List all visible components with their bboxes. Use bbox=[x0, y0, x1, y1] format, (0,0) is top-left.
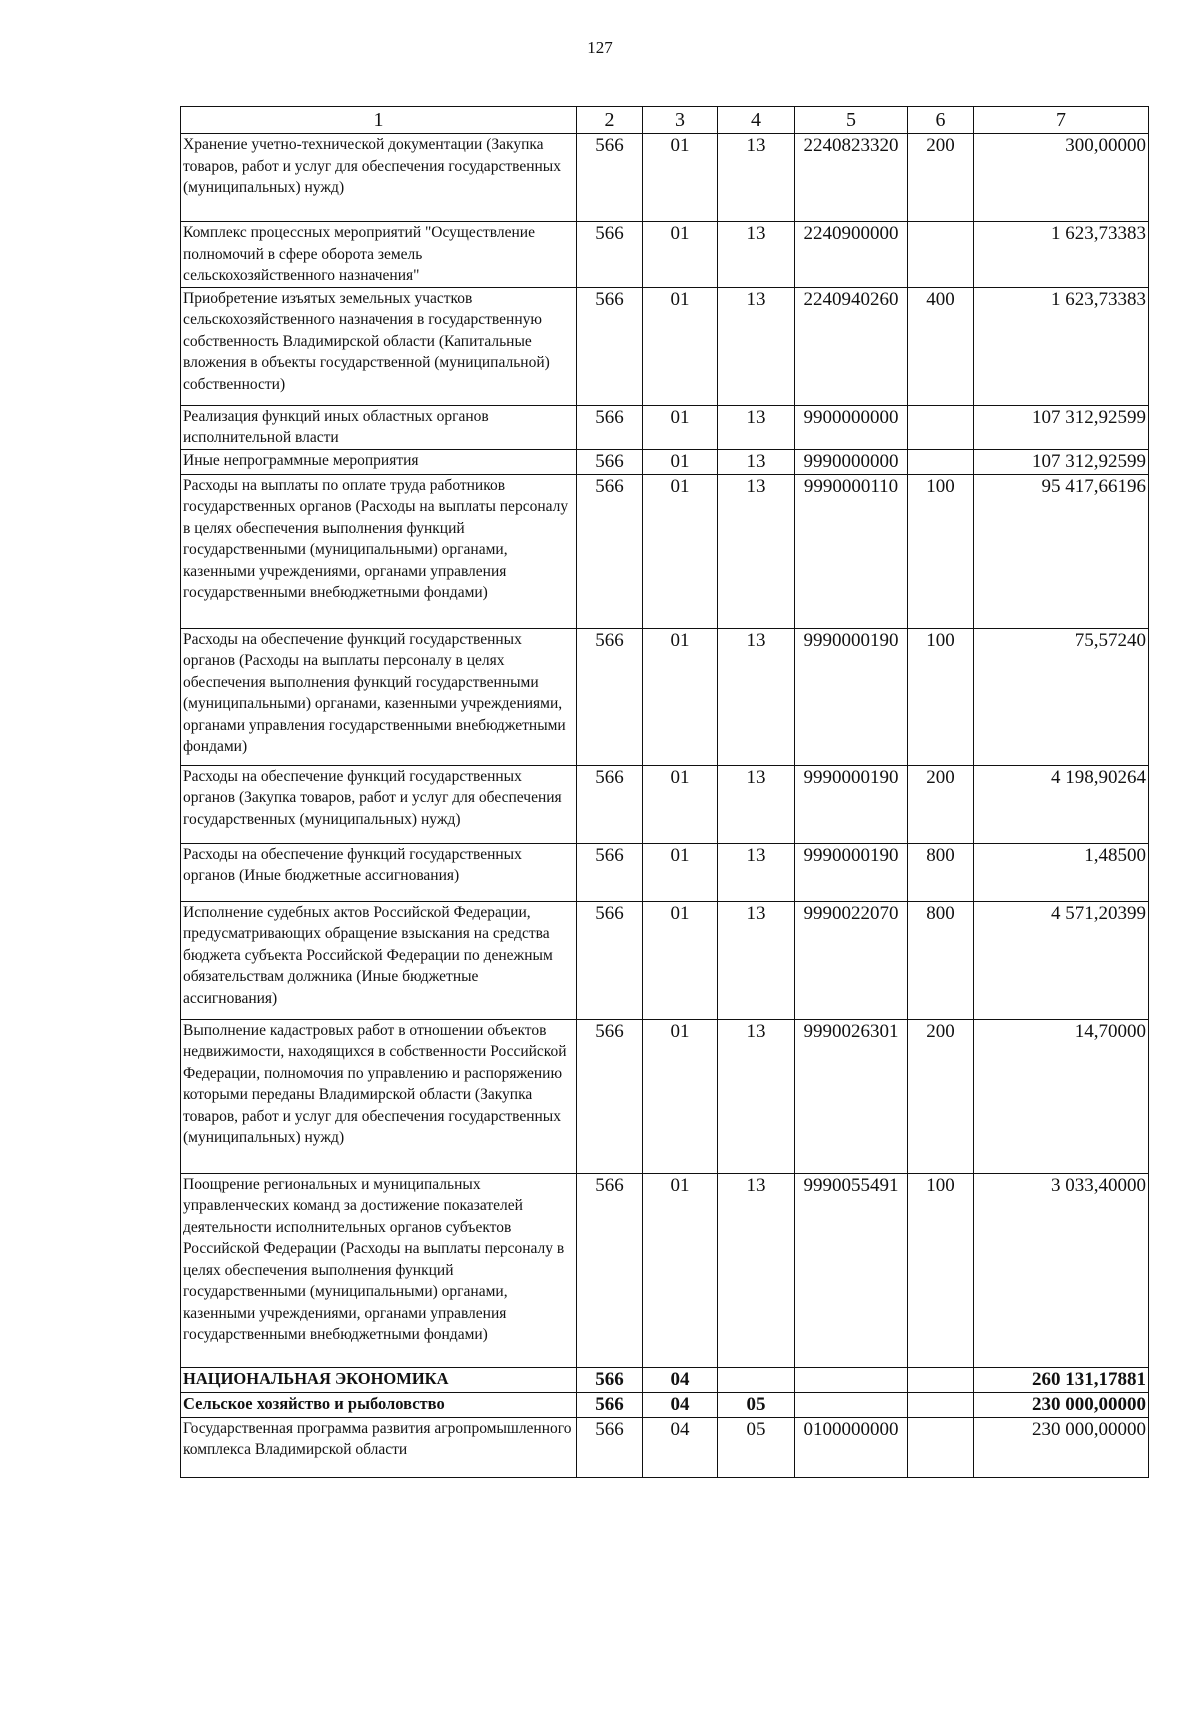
row-section-code: 01 bbox=[643, 134, 718, 222]
row-description: Расходы на обеспечение функций государственных органов (Расходы на выплаты персоналу в целях обеспечения выполнения функций государственными (муниципальными) органами, казенными учреждениями, органами управления государственными внебюджетными фондами) bbox=[181, 628, 577, 765]
table-body bbox=[181, 134, 1149, 1478]
row-expense-type: 400 bbox=[908, 287, 974, 405]
column-header: 7 bbox=[974, 107, 1149, 134]
row-target-article: 9990000110 bbox=[795, 474, 908, 628]
row-description: Расходы на обеспечение функций государственных органов (Иные бюджетные ассигнования) bbox=[181, 843, 577, 901]
row-amount: 1,48500 bbox=[974, 843, 1149, 901]
row-target-article: 2240940260 bbox=[795, 287, 908, 405]
row-subsection-code: 13 bbox=[718, 628, 795, 765]
row-section-code: 01 bbox=[643, 765, 718, 843]
row-subsection-code: 13 bbox=[718, 1019, 795, 1173]
table-row bbox=[181, 134, 1149, 222]
row-amount: 107 312,92599 bbox=[974, 405, 1149, 449]
row-target-article: 9990026301 bbox=[795, 1019, 908, 1173]
row-expense-type: 200 bbox=[908, 134, 974, 222]
row-description: Приобретение изъятых земельных участков сельскохозяйственного назначения в государственную собственность Владимирской области (Капитальные вложения в объекты государственной (муниципальной) собственности) bbox=[181, 287, 577, 405]
column-header: 2 bbox=[577, 107, 643, 134]
row-target-article: 9990000190 bbox=[795, 628, 908, 765]
table-row bbox=[181, 287, 1149, 405]
row-section-code: 01 bbox=[643, 449, 718, 474]
table-row bbox=[181, 628, 1149, 765]
row-subsection-code: 13 bbox=[718, 765, 795, 843]
row-section-code: 01 bbox=[643, 405, 718, 449]
row-subsection-code: 13 bbox=[718, 449, 795, 474]
row-section-code: 01 bbox=[643, 287, 718, 405]
row-description: Поощрение региональных и муниципальных управленческих команд за достижение показателей деятельности исполнительных органов субъектов Российской Федерации (Расходы на выплаты персоналу в целях обеспечения выполнения функций государственными (муниципальными) органами, казенными учреждениями, органами управления государственными внебюджетными фондами) bbox=[181, 1173, 577, 1367]
row-subsection-code: 13 bbox=[718, 843, 795, 901]
row-expense-type: 100 bbox=[908, 1173, 974, 1367]
row-expense-type bbox=[908, 1392, 974, 1417]
table-row bbox=[181, 1367, 1149, 1392]
row-ministry-code: 566 bbox=[577, 449, 643, 474]
column-header: 3 bbox=[643, 107, 718, 134]
row-subsection-code: 05 bbox=[718, 1392, 795, 1417]
row-amount: 3 033,40000 bbox=[974, 1173, 1149, 1367]
row-amount: 107 312,92599 bbox=[974, 449, 1149, 474]
row-ministry-code: 566 bbox=[577, 1367, 643, 1392]
row-description: Сельское хозяйство и рыболовство bbox=[181, 1392, 577, 1417]
row-target-article: 9990000190 bbox=[795, 765, 908, 843]
row-target-article: 9990000190 bbox=[795, 843, 908, 901]
table-row bbox=[181, 474, 1149, 628]
row-target-article: 9990055491 bbox=[795, 1173, 908, 1367]
table-row bbox=[181, 1019, 1149, 1173]
row-subsection-code: 13 bbox=[718, 901, 795, 1019]
row-section-code: 04 bbox=[643, 1392, 718, 1417]
table-row bbox=[181, 449, 1149, 474]
row-ministry-code: 566 bbox=[577, 628, 643, 765]
row-subsection-code: 13 bbox=[718, 405, 795, 449]
row-ministry-code: 566 bbox=[577, 901, 643, 1019]
row-amount: 260 131,17881 bbox=[974, 1367, 1149, 1392]
row-expense-type: 100 bbox=[908, 628, 974, 765]
row-amount: 1 623,73383 bbox=[974, 287, 1149, 405]
table-row bbox=[181, 1417, 1149, 1477]
table-row bbox=[181, 901, 1149, 1019]
row-target-article bbox=[795, 1367, 908, 1392]
row-ministry-code: 566 bbox=[577, 134, 643, 222]
table-row bbox=[181, 1173, 1149, 1367]
row-expense-type: 200 bbox=[908, 765, 974, 843]
row-section-code: 01 bbox=[643, 474, 718, 628]
row-ministry-code: 566 bbox=[577, 1173, 643, 1367]
row-description: Комплекс процессных мероприятий "Осуществление полномочий в сфере оборота земель сельскохозяйственного назначения" bbox=[181, 222, 577, 288]
row-subsection-code: 13 bbox=[718, 474, 795, 628]
column-header: 6 bbox=[908, 107, 974, 134]
page-number: 127 bbox=[587, 38, 613, 57]
row-description: Иные непрограммные мероприятия bbox=[181, 449, 577, 474]
row-amount: 300,00000 bbox=[974, 134, 1149, 222]
row-amount: 75,57240 bbox=[974, 628, 1149, 765]
row-ministry-code: 566 bbox=[577, 287, 643, 405]
row-section-code: 01 bbox=[643, 1173, 718, 1367]
table-row bbox=[181, 405, 1149, 449]
row-amount: 4 198,90264 bbox=[974, 765, 1149, 843]
row-subsection-code: 13 bbox=[718, 1173, 795, 1367]
row-ministry-code: 566 bbox=[577, 843, 643, 901]
column-header: 5 bbox=[795, 107, 908, 134]
row-ministry-code: 566 bbox=[577, 474, 643, 628]
row-expense-type bbox=[908, 1417, 974, 1477]
row-description: Расходы на обеспечение функций государственных органов (Закупка товаров, работ и услуг для обеспечения государственных (муниципальных) нужд) bbox=[181, 765, 577, 843]
row-description: Хранение учетно-технической документации (Закупка товаров, работ и услуг для обеспечения государственных (муниципальных) нужд) bbox=[181, 134, 577, 222]
row-amount: 14,70000 bbox=[974, 1019, 1149, 1173]
row-target-article: 2240823320 bbox=[795, 134, 908, 222]
row-expense-type: 800 bbox=[908, 901, 974, 1019]
row-target-article: 2240900000 bbox=[795, 222, 908, 288]
row-section-code: 01 bbox=[643, 843, 718, 901]
row-section-code: 01 bbox=[643, 628, 718, 765]
row-amount: 1 623,73383 bbox=[974, 222, 1149, 288]
row-description: Реализация функций иных областных органов исполнительной власти bbox=[181, 405, 577, 449]
table-row bbox=[181, 222, 1149, 288]
row-section-code: 04 bbox=[643, 1417, 718, 1477]
row-target-article: 9990000000 bbox=[795, 449, 908, 474]
row-ministry-code: 566 bbox=[577, 1417, 643, 1477]
row-amount: 95 417,66196 bbox=[974, 474, 1149, 628]
row-expense-type: 800 bbox=[908, 843, 974, 901]
column-header: 4 bbox=[718, 107, 795, 134]
row-description: Государственная программа развития агропромышленного комплекса Владимирской области bbox=[181, 1417, 577, 1477]
row-expense-type bbox=[908, 1367, 974, 1392]
table-row bbox=[181, 1392, 1149, 1417]
row-subsection-code: 13 bbox=[718, 287, 795, 405]
row-section-code: 01 bbox=[643, 901, 718, 1019]
row-ministry-code: 566 bbox=[577, 1392, 643, 1417]
row-target-article: 0100000000 bbox=[795, 1417, 908, 1477]
budget-table bbox=[180, 106, 1149, 1478]
row-target-article bbox=[795, 1392, 908, 1417]
row-amount: 230 000,00000 bbox=[974, 1392, 1149, 1417]
row-expense-type bbox=[908, 449, 974, 474]
row-expense-type: 100 bbox=[908, 474, 974, 628]
row-section-code: 01 bbox=[643, 1019, 718, 1173]
row-ministry-code: 566 bbox=[577, 222, 643, 288]
row-section-code: 04 bbox=[643, 1367, 718, 1392]
row-section-code: 01 bbox=[643, 222, 718, 288]
table-row bbox=[181, 843, 1149, 901]
row-expense-type bbox=[908, 405, 974, 449]
row-target-article: 9990022070 bbox=[795, 901, 908, 1019]
row-subsection-code: 05 bbox=[718, 1417, 795, 1477]
table-row bbox=[181, 765, 1149, 843]
row-ministry-code: 566 bbox=[577, 405, 643, 449]
column-header: 1 bbox=[181, 107, 577, 134]
row-subsection-code bbox=[718, 1367, 795, 1392]
row-description: Исполнение судебных актов Российской Федерации, предусматривающих обращение взыскания на средства бюджета субъекта Российской Федерации по денежным обязательствам должника (Иные бюджетные ассигнования) bbox=[181, 901, 577, 1019]
row-amount: 4 571,20399 bbox=[974, 901, 1149, 1019]
row-target-article: 9900000000 bbox=[795, 405, 908, 449]
row-description: Выполнение кадастровых работ в отношении объектов недвижимости, находящихся в собственности Российской Федерации, полномочия по управлению и распоряжению которыми переданы Владимирской области (Закупка товаров, работ и услуг для обеспечения государственных (муниципальных) нужд) bbox=[181, 1019, 577, 1173]
row-ministry-code: 566 bbox=[577, 765, 643, 843]
row-description: Расходы на выплаты по оплате труда работников государственных органов (Расходы на выплаты персоналу в целях обеспечения выполнения функций государственными (муниципальными) органами, казенными учреждениями, органами управления государственными внебюджетными фондами) bbox=[181, 474, 577, 628]
row-expense-type bbox=[908, 222, 974, 288]
header-row bbox=[181, 107, 1149, 134]
row-expense-type: 200 bbox=[908, 1019, 974, 1173]
row-subsection-code: 13 bbox=[718, 222, 795, 288]
row-amount: 230 000,00000 bbox=[974, 1417, 1149, 1477]
row-ministry-code: 566 bbox=[577, 1019, 643, 1173]
row-subsection-code: 13 bbox=[718, 134, 795, 222]
row-description: НАЦИОНАЛЬНАЯ ЭКОНОМИКА bbox=[181, 1367, 577, 1392]
